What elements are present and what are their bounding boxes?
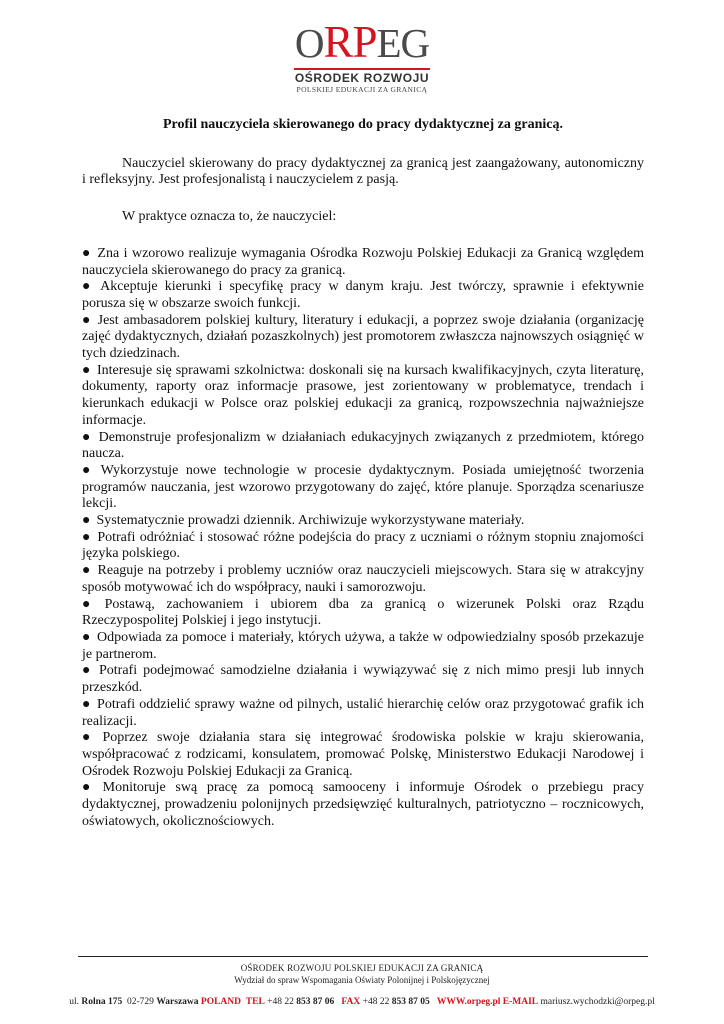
list-item bbox=[82, 513, 644, 530]
bullet-icon: ● bbox=[82, 245, 92, 261]
list-item bbox=[82, 630, 644, 663]
list-item-text: Interesuje się sprawami szkolnictwa: doskonali się na kursach kwalifikacyjnych, czyta literaturę, dokumenty, raporty oraz informacje prasowe, jest zorientowany w problematyce, trendach i kierunkach edukacji w Polsce oraz polskiej edukacji za granicą, rozpowszechnia najważniejsze informacje. bbox=[82, 362, 644, 428]
list-item-text: Poprzez swoje działania stara się integrować środowiska polskie w kraju skierowania, współpracować z rodzicami, konsulatem, promować Polskę, Ministerstwo Edukacji Narodowej i Ośrodek Rozwoju Polskiej Edukacji za Granicą. bbox=[82, 730, 644, 779]
list-item bbox=[82, 430, 644, 463]
requirements-list bbox=[82, 246, 644, 831]
footer-address: ul. Rolna 175 02-729 Warszawa POLAND TEL +48 22 853 87 06 FAX +48 22 853 87 05 WWW.orpeg.pl E-MAIL mariusz.wychodzki@orpeg.pl bbox=[69, 997, 655, 1007]
list-item bbox=[82, 780, 644, 830]
logo-line-1: OŚRODEK ROZWOJU bbox=[294, 71, 430, 85]
list-item bbox=[82, 313, 644, 363]
bullet-icon: ● bbox=[82, 529, 92, 545]
bullet-icon: ● bbox=[82, 663, 93, 679]
list-item bbox=[82, 279, 644, 312]
list-item-text: Potrafi odróżniać i stosować różne podejścia do pracy z uczniami o różnym stopniu znajomości języka polskiego. bbox=[82, 529, 644, 562]
list-item bbox=[82, 663, 644, 696]
list-item-text: Reaguje na potrzeby i problemy uczniów oraz nauczycieli miejscowych. Stara się w atrakcyjny sposób motywować ich do współpracy, nauki i samorozwoju. bbox=[82, 563, 644, 595]
logo-divider bbox=[294, 68, 430, 70]
bullet-icon: ● bbox=[82, 462, 95, 478]
bullet-icon: ● bbox=[82, 513, 91, 529]
intro-paragraph: Nauczyciel skierowany do pracy dydaktycznej za granicą jest zaangażowany, autonomiczny i refleksyjny. Jest profesjonalistą i nauczycielem z pasją. bbox=[82, 155, 644, 188]
bullet-icon: ● bbox=[82, 563, 92, 579]
footer-department: Wydział do spraw Wspomagania Oświaty Polonijnej i Polskojęzycznej bbox=[234, 975, 490, 985]
bullet-icon: ● bbox=[82, 279, 95, 295]
bullet-icon: ● bbox=[82, 429, 93, 445]
list-item bbox=[82, 730, 644, 780]
bullet-icon: ● bbox=[82, 696, 92, 712]
bullet-icon: ● bbox=[82, 362, 91, 378]
footer-divider bbox=[78, 956, 648, 957]
orpeg-logo bbox=[0, 17, 724, 95]
list-item-text: Wykorzystuje nowe technologie w procesie dydaktycznym. Posiada umiejętność tworzenia programów nauczania, jest wzorowo przygotowany do zajęć, które planuje. Sporządza scenariusze lekcji. bbox=[82, 462, 644, 512]
list-item bbox=[82, 363, 644, 430]
list-item-text: Systematycznie prowadzi dziennik. Archiwizuje wykorzystywane materiały. bbox=[96, 513, 525, 529]
list-item-text: Akceptuje kierunki i specyfikę pracy w danym kraju. Jest twórczy, sprawnie i efektywnie porusza się w obszarze swoich funkcji. bbox=[82, 279, 644, 311]
list-item bbox=[82, 530, 644, 563]
list-item-text: Potrafi oddzielić sprawy ważne od pilnych, ustalić hierarchię celów oraz przygotować grafik ich realizacji. bbox=[82, 696, 644, 729]
list-item-text: Jest ambasadorem polskiej kultury, literatury i edukacji, a poprzez swoje działania (organizację zajęć dydaktycznych, działań pozaszkolnych) jest promotorem zwłaszcza najnowszych osiągnięć w tych dziedzinach. bbox=[82, 312, 644, 362]
bullet-icon: ● bbox=[82, 730, 97, 746]
list-item bbox=[82, 246, 644, 279]
bullet-icon: ● bbox=[82, 629, 92, 645]
list-item bbox=[82, 597, 644, 630]
list-item-text: Zna i wzorowo realizuje wymagania Ośrodka Rozwoju Polskiej Edukacji za Granicą względem nauczyciela skierowanego do pracy za granicą. bbox=[82, 245, 644, 278]
bullet-icon: ● bbox=[82, 312, 92, 328]
lead-paragraph: W praktyce oznacza to, że nauczyciel: bbox=[122, 209, 337, 225]
list-item-text: Demonstruje profesjonalizm w działaniach edukacyjnych związanych z przedmiotem, którego naucza. bbox=[82, 429, 644, 462]
document-body bbox=[82, 117, 644, 830]
website-link[interactable]: WWW.orpeg.pl bbox=[436, 997, 501, 1007]
email-link[interactable]: mariusz.wychodzki@orpeg.pl bbox=[540, 997, 655, 1007]
document-title: Profil nauczyciela skierowanego do pracy dydaktycznej za granicą. bbox=[163, 117, 563, 132]
bullet-icon: ● bbox=[82, 596, 99, 612]
list-item bbox=[82, 563, 644, 596]
footer-org-name: OŚRODEK ROZWOJU POLSKIEJ EDUKACJI ZA GRANICĄ bbox=[240, 963, 484, 973]
logo-wordmark: ORPEG bbox=[294, 17, 430, 67]
list-item-text: Postawą, zachowaniem i ubiorem dba za granicą o wizerunek Polski oraz Rządu Rzeczypospolitej Polskiej i jego instytucji. bbox=[82, 596, 644, 629]
logo-line-2: POLSKIEJ EDUKACJI ZA GRANICĄ bbox=[296, 85, 428, 94]
list-item-text: Monitoruje swą pracę za pomocą samooceny i informuje Ośrodek o przebiegu pracy dydaktycznej, prowadzeniu polonijnych przedsięwzięć kulturalnych, patriotyczno – rocznicowych, oświatowych, okolicznościowych. bbox=[82, 780, 645, 829]
footer bbox=[0, 962, 724, 1008]
list-item bbox=[82, 463, 644, 513]
list-item bbox=[82, 697, 644, 730]
list-item-text: Odpowiada za pomoce i materiały, których używa, a także w odpowiedzialny sposób przekazuje je partnerom. bbox=[82, 629, 644, 662]
bullet-icon: ● bbox=[82, 780, 97, 796]
list-item-text: Potrafi podejmować samodzielne działania i wywiązywać się z nich mimo presji lub innych przeszkód. bbox=[82, 663, 644, 696]
